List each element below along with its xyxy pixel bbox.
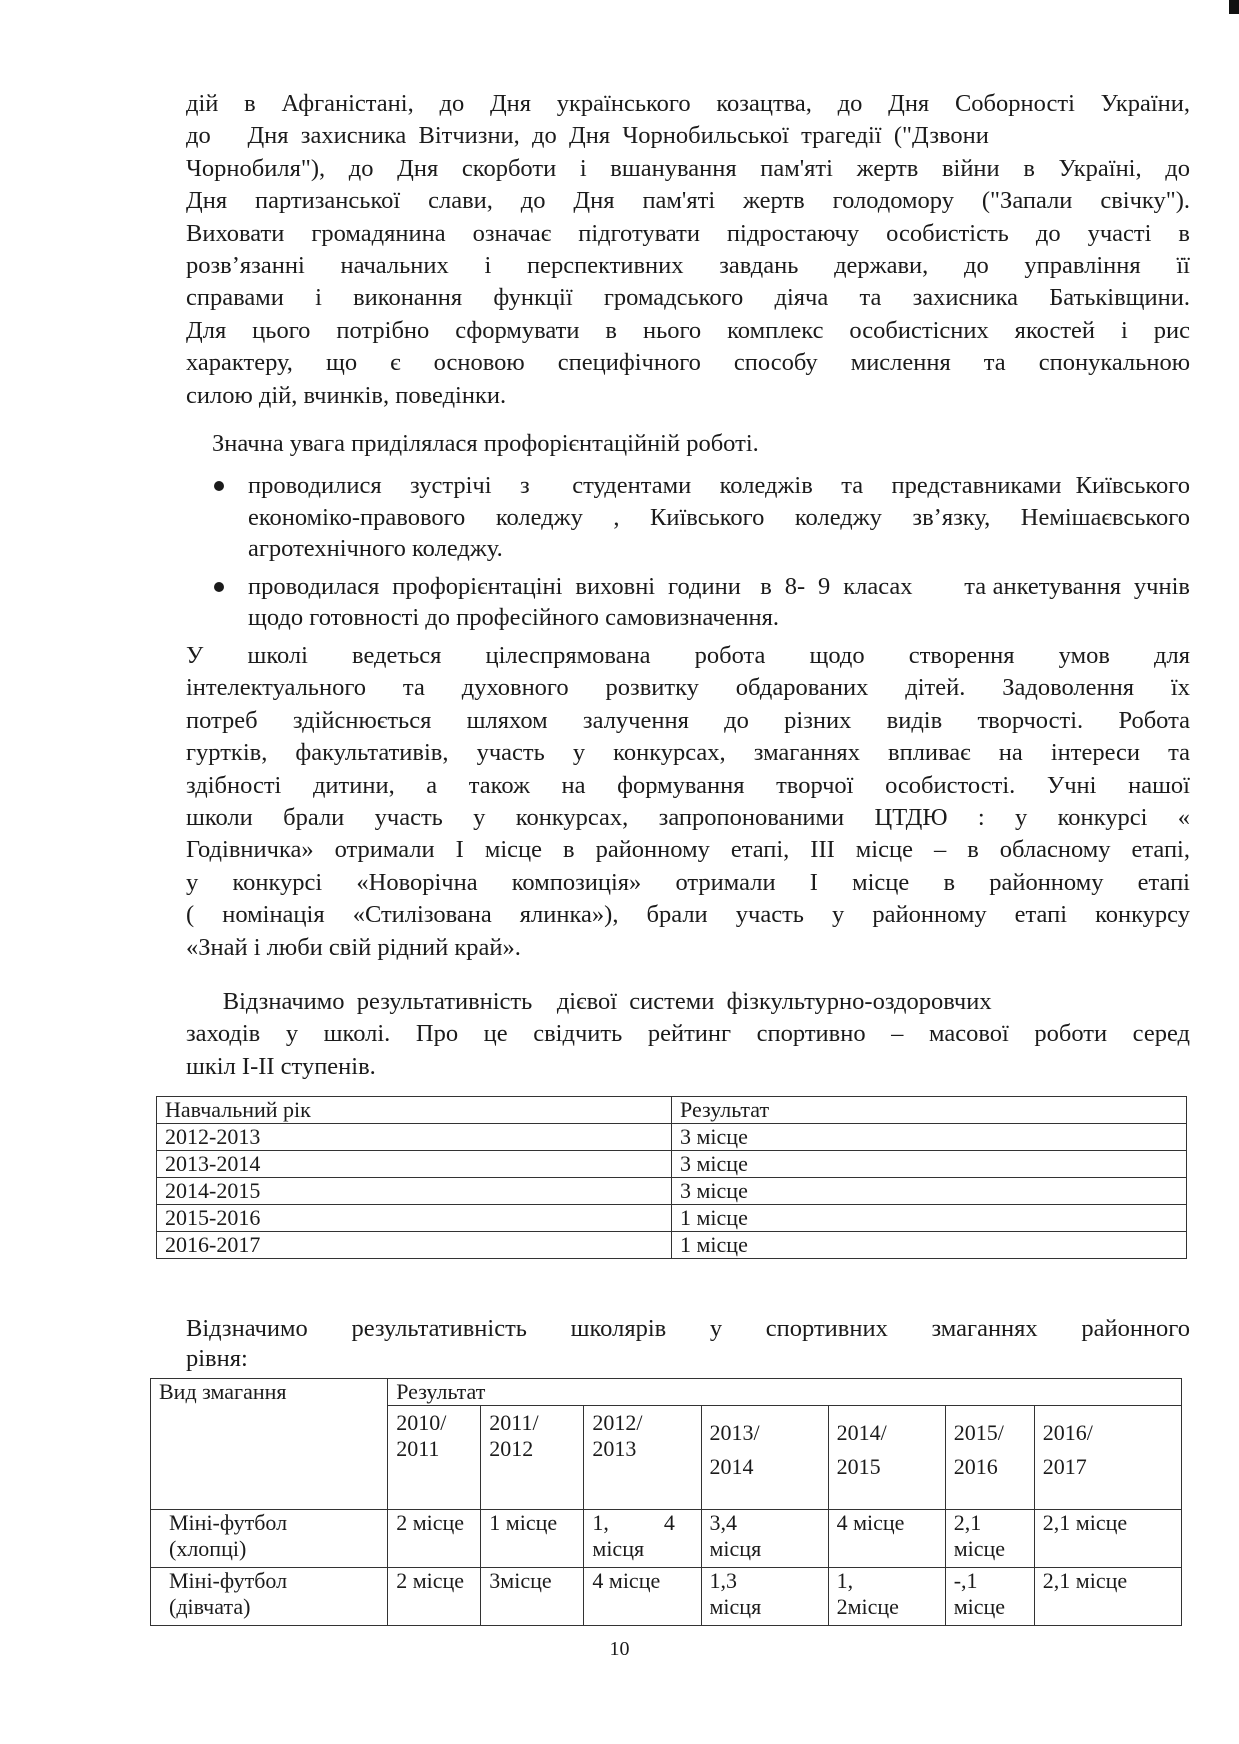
year-header-cell: 2012/ 2013 (584, 1406, 701, 1510)
table-cell: 3 місце (672, 1178, 1187, 1205)
table-cell: 2,1 місце (1034, 1568, 1181, 1626)
text-line: у конкурсі «Новорічна композиція» отримали І місце в районному етапі (186, 868, 1190, 896)
table-header-cell: Результат (672, 1097, 1187, 1124)
table-cell: 3 місце (672, 1151, 1187, 1178)
table-row (151, 1510, 1182, 1568)
text-line: ( номінація «Стилізована ялинка»), брали участь у районному етапі конкурсу (186, 901, 1190, 929)
year-header-cell: 2014/ 2015 (828, 1406, 945, 1510)
career-guidance-intro (186, 428, 1190, 460)
text-line: Виховати громадянина означає підготувати підростаючу особистість до участі в (186, 219, 1190, 247)
year-header-cell: 2010/ 2011 (388, 1406, 481, 1510)
table-cell: 4 місце (584, 1568, 701, 1626)
text-line: заходів у школі. Про це свідчить рейтинг спортивно – масової роботи серед (186, 1020, 1190, 1048)
table-cell: 1, 4 місця (584, 1510, 701, 1568)
gifted-children-paragraph (186, 640, 1190, 964)
table-cell: 2015-2016 (157, 1205, 672, 1232)
text-line: Дня партизанської слави, до Дня пам'яті жертв голодомору ("Запали свічку"). (186, 187, 1190, 215)
text-line: школи брали участь у конкурсах, запропонованими ЦТДЮ : у конкурсі « (186, 804, 1190, 832)
table-cell: 1 місце (672, 1205, 1187, 1232)
table-row (151, 1568, 1182, 1626)
text-line: Чорнобиля"), до Дня скорботи і вшанування пам'яті жертв війни в Україні, до (186, 154, 1190, 182)
text-line: гуртків, факультативів, участь у конкурсах, змаганнях впливає на інтереси та (186, 739, 1190, 767)
text-line: інтелектуального та духовного розвитку обдарованих дітей. Задоволення їх (186, 674, 1190, 702)
list-item (210, 470, 1203, 565)
list-item-text: проводилися зустрічі з студентами коледжів та представниками Київського економіко-правового коледжу , Київського коледжу зв’язку, Немішаєвського агротехнічного коледжу. (248, 472, 1203, 562)
table-cell: 2012-2013 (157, 1124, 672, 1151)
year-header-cell: 2011/ 2012 (481, 1406, 584, 1510)
table-header-cell: Навчальний рік (157, 1097, 672, 1124)
table-cell: Міні-футбол (хлопці) (151, 1510, 388, 1568)
competition-table (150, 1378, 1182, 1626)
table-cell: 4 місце (828, 1510, 945, 1568)
text-line: характеру, що є основою специфічного способу мислення та спонукальною (186, 349, 1190, 377)
list-item (210, 571, 1197, 634)
career-guidance-list (210, 470, 1203, 640)
table-row (157, 1205, 1187, 1232)
text-line: Значна увага приділялася профорієнтаційній роботі. (212, 430, 759, 457)
table-cell: 2 місце (388, 1510, 481, 1568)
text-line: «Знай і люби свій рідний край». (186, 933, 521, 961)
text-line: Годівничка» отримали І місце в районному етапі, ІІІ місце – в обласному етапі, (186, 836, 1190, 864)
table-cell: 2,1 місце (1034, 1510, 1181, 1568)
text-line: Відзначимо результативність школярів у спортивних змаганнях районного (186, 1315, 1190, 1342)
year-header-cell: 2016/ 2017 (1034, 1406, 1181, 1510)
table-row (157, 1232, 1187, 1259)
table-header-row (157, 1097, 1187, 1124)
text-line: дій в Афганістані, до Дня українського козацтва, до Дня Соборності України, (186, 90, 1190, 117)
table-cell: 2 місце (388, 1568, 481, 1626)
text-line: Відзначимо результативність дієвої системи фізкультурно-оздоровчих (186, 988, 992, 1015)
table-cell: 1, 2місце (828, 1568, 945, 1626)
year-header-cell: 2015/ 2016 (945, 1406, 1034, 1510)
text-line: шкіл І-ІІ ступенів. (186, 1052, 376, 1080)
table-cell: 2014-2015 (157, 1178, 672, 1205)
text-line: силою дій, вчинків, поведінки. (186, 381, 507, 409)
table-cell: 1,3 місця (701, 1568, 828, 1626)
sports-rating-paragraph (186, 986, 1190, 1083)
table-cell: 3 місце (672, 1124, 1187, 1151)
civic-education-paragraph (186, 88, 1190, 412)
table-header-cell: Вид змагання (151, 1379, 388, 1510)
rating-table (156, 1096, 1187, 1259)
table-cell: 1 місце (672, 1232, 1187, 1259)
bullet-icon (214, 582, 224, 592)
text-line: рівня: (186, 1345, 248, 1372)
year-header-cell: 2013/ 2014 (701, 1406, 828, 1510)
text-line: здібності дитини, а також на формування творчої особистості. Учні нашої (186, 771, 1190, 799)
table-cell: 2,1 місце (945, 1510, 1034, 1568)
table-header-cell: Результат (388, 1379, 1182, 1406)
table-cell: 1 місце (481, 1510, 584, 1568)
scan-corner-mark (1229, 0, 1239, 14)
text-line: Для цього потрібно сформувати в нього комплекс особистісних якостей і рис (186, 316, 1190, 344)
list-item-text: проводилася профорієнтаціні виховні години в 8- 9 класах та анкетування учнів щодо готовності до професійного самовизначення. (248, 572, 1197, 631)
table-cell: 3місце (481, 1568, 584, 1626)
table-cell: 2013-2014 (157, 1151, 672, 1178)
competition-results-paragraph (186, 1314, 1190, 1374)
table-row (157, 1151, 1187, 1178)
text-line: У школі ведеться цілеспрямована робота щодо створення умов для (186, 642, 1190, 669)
table-row (157, 1124, 1187, 1151)
page-number: 10 (609, 1638, 630, 1660)
table-header-row (151, 1379, 1182, 1406)
bullet-icon (214, 481, 224, 491)
text-line: розв’язанні начальних і перспективних завдань держави, до управління її (186, 252, 1190, 280)
table-cell: 3,4 місця (701, 1510, 828, 1568)
text-line: справами і виконання функції громадського діяча та захисника Батьківщини. (186, 284, 1190, 312)
table-cell: Міні-футбол (дівчата) (151, 1568, 388, 1626)
table-cell: 2016-2017 (157, 1232, 672, 1259)
table-cell: -,1 місце (945, 1568, 1034, 1626)
text-line: потреб здійснюється шляхом залучення до різних видів творчості. Робота (186, 706, 1190, 734)
text-line: до Дня захисника Вітчизни, до Дня Чорнобильської трагедії ("Дзвони (186, 122, 989, 150)
table-row (157, 1178, 1187, 1205)
